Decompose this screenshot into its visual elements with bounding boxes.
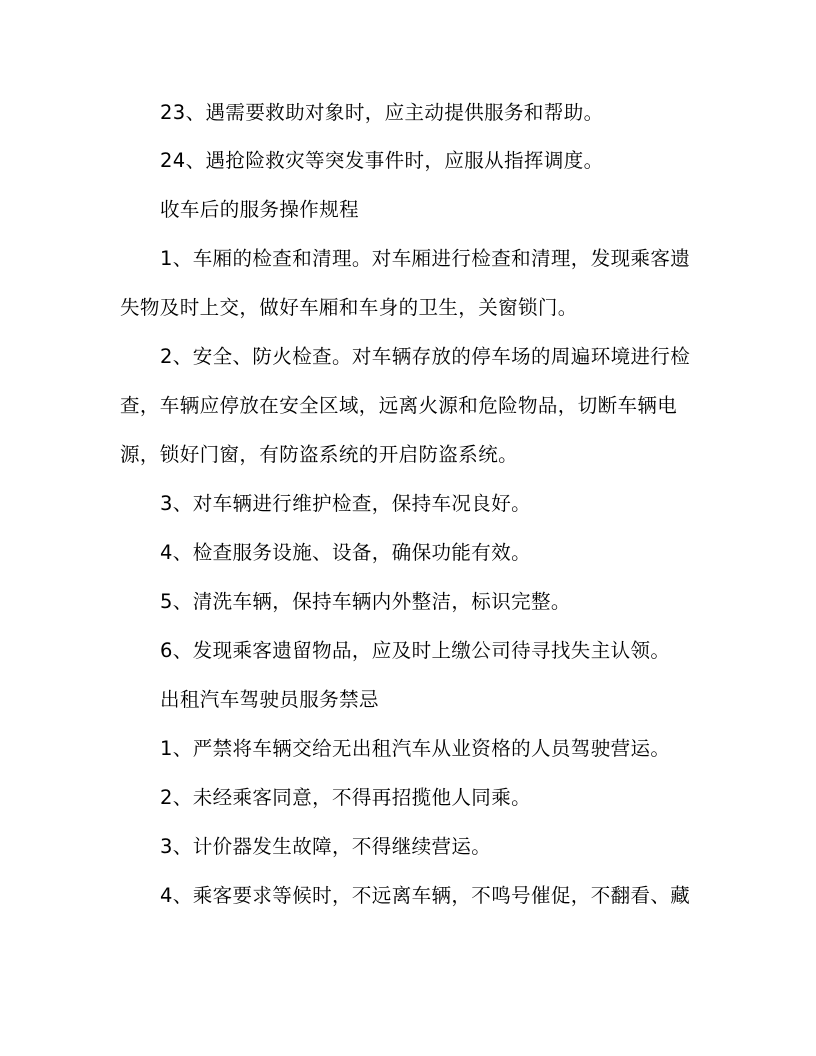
text-line-prohibition-1: 1、严禁将车辆交给无出租汽车从业资格的人员驾驶营运。 bbox=[160, 737, 671, 760]
text-line-prohibition-4: 4、乘客要求等候时，不远离车辆，不鸣号催促，不翻看、藏 bbox=[160, 884, 691, 907]
text-line-prohibition-2: 2、未经乘客同意，不得再招揽他人同乘。 bbox=[160, 786, 532, 809]
text-line-prohibition-3: 3、计价器发生故障，不得继续营运。 bbox=[160, 835, 492, 858]
text-line-cabin-check-cont: 失物及时上交，做好车厢和车身的卫生，关窗锁门。 bbox=[120, 296, 578, 319]
text-line-lost-items: 6、发现乘客遗留物品，应及时上缴公司待寻找失主认领。 bbox=[160, 639, 671, 662]
text-line-cabin-check: 1、车厢的检查和清理。对车厢进行检查和清理，发现乘客遗 bbox=[160, 247, 691, 270]
text-line-cleaning: 5、清洗车辆，保持车辆内外整洁，标识完整。 bbox=[160, 590, 571, 613]
text-line-maintenance: 3、对车辆进行维护检查，保持车况良好。 bbox=[160, 492, 532, 515]
text-line-safety-check: 2、安全、防火检查。对车辆存放的停车场的周遍环境进行检 bbox=[160, 345, 691, 368]
section-heading-after-shift: 收车后的服务操作规程 bbox=[160, 198, 360, 221]
text-line-facilities: 4、检查服务设施、设备，确保功能有效。 bbox=[160, 541, 532, 564]
text-line-24: 24、遇抢险救灾等突发事件时，应服从指挥调度。 bbox=[160, 149, 604, 172]
text-line-safety-check-cont-2: 源，锁好门窗，有防盗系统的开启防盗系统。 bbox=[120, 443, 519, 466]
text-line-23: 23、遇需要救助对象时，应主动提供服务和帮助。 bbox=[160, 101, 604, 124]
section-heading-prohibitions: 出租汽车驾驶员服务禁忌 bbox=[160, 688, 379, 711]
text-line-safety-check-cont-1: 查，车辆应停放在安全区域，远离火源和危险物品，切断车辆电 bbox=[120, 394, 678, 417]
